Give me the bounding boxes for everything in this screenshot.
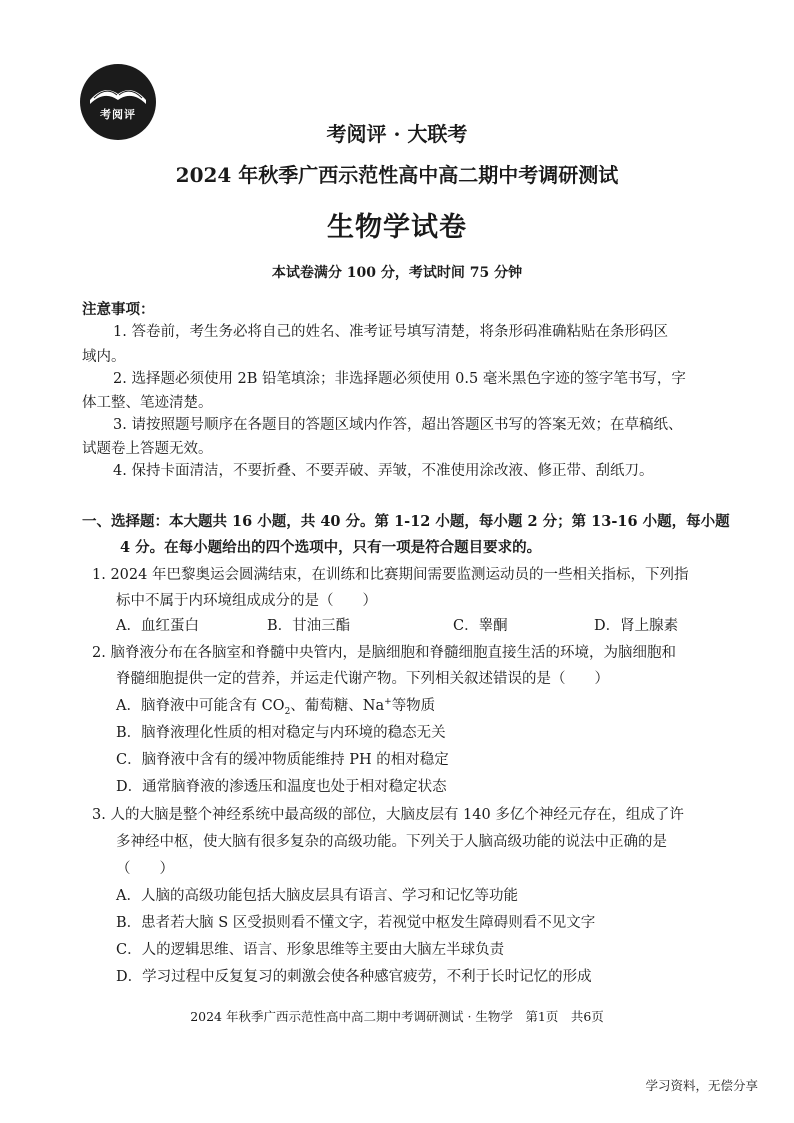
- q2-stem: 2. 脑脊液分布在各脑室和脊髓中央管内，是脑细胞和脊髓细胞直接生活的环境，为脑细胞和: [92, 645, 676, 661]
- q3-stem-cont: 多神经中枢，使大脑有很多复杂的高级功能。下列关于人脑高级功能的说法中正确的是: [116, 834, 667, 850]
- q1-option-a: A．血红蛋白: [116, 618, 199, 634]
- q1-option-d: D．肾上腺素: [594, 618, 679, 634]
- logo-text: 考阅评: [100, 108, 136, 121]
- subject-title: 生物学试卷: [327, 212, 467, 243]
- q3-option-a: A．人脑的高级功能包括大脑皮层具有语言、学习和记忆等功能: [116, 888, 518, 904]
- q2-option-a: [116, 694, 435, 717]
- notice-item-2: 2. 选择题必须使用 2B 铅笔填涂；非选择题必须使用 0.5 毫米黑色字迹的签字笔书写，字: [113, 371, 686, 387]
- q3-stem: 3. 人的大脑是整个神经系统中最高级的部位，大脑皮层有 140 多亿个神经元存在，组成了许: [92, 807, 684, 823]
- section-heading-cont: 4 分。在每小题给出的四个选项中，只有一项是符合题目要求的。: [120, 539, 542, 556]
- exam-info: 本试卷满分 100 分，考试时间 75 分钟: [271, 265, 523, 281]
- q3-option-d: D．学习过程中反复复习的刺激会使各种感官疲劳，不利于长时记忆的形成: [116, 969, 592, 985]
- q2-option-a-post: 等物质: [391, 698, 436, 714]
- q2-option-a-sub: 2: [284, 706, 291, 717]
- page-footer: 2024 年秋季广西示范性高中高二期中考调研测试 · 生物学 第1页 共6页: [190, 1009, 604, 1024]
- q2-option-d: D．通常脑脊液的渗透压和温度也处于相对稳定状态: [116, 779, 447, 795]
- brand-title: 考阅评 · 大联考: [326, 122, 468, 146]
- notice-item-3: 3. 请按照题号顺序在各题目的答题区域内作答，超出答题区书写的答案无效；在草稿纸、: [113, 417, 683, 433]
- q2-option-c: C．脑脊液中含有的缓冲物质能维持 PH 的相对稳定: [116, 752, 449, 768]
- q3-option-b: B．患者若大脑 S 区受损则看不懂文字，若视觉中枢发生障碍则看不见文字: [116, 915, 596, 931]
- watermark-text: 学习资料，无偿分享: [645, 1078, 758, 1093]
- q2-option-a-mid: 、葡萄糖、Na: [290, 698, 385, 714]
- exam-title: 2024 年秋季广西示范性高中高二期中考调研测试: [175, 163, 619, 187]
- notice-item-1-cont: 域内。: [82, 349, 126, 365]
- notice-item-4: 4. 保持卡面清洁，不要折叠、不要弄破、弄皱，不准使用涂改液、修正带、刮纸刀。: [113, 463, 654, 479]
- q2-option-a-sup: +: [384, 697, 392, 708]
- q2-option-b: B．脑脊液理化性质的相对稳定与内环境的稳态无关: [116, 725, 446, 741]
- notice-heading: 注意事项：: [82, 301, 155, 318]
- q2-stem-cont: 脊髓细胞提供一定的营养，并运走代谢产物。下列相关叙述错误的是（ ）: [116, 671, 609, 687]
- section-heading: 一、选择题：本大题共 16 小题，共 40 分。第 1-12 小题，每小题 2 分；第 13-16 小题，每小题: [82, 513, 730, 530]
- notice-item-2-cont: 体工整、笔迹清楚。: [82, 395, 213, 411]
- q1-option-c: C．睾酮: [453, 618, 508, 634]
- q3-option-c: C．人的逻辑思维、语言、形象思维等主要由大脑左半球负责: [116, 942, 505, 958]
- notice-item-1: 1. 答卷前，考生务必将自己的姓名、准考证号填写清楚，将条形码准确粘贴在条形码区: [113, 324, 668, 340]
- q2-option-a-pre: A．脑脊液中可能含有 CO: [116, 698, 285, 714]
- q1-option-b: B．甘油三酯: [267, 618, 351, 634]
- q1-stem-cont: 标中不属于内环境组成成分的是（ ）: [116, 593, 377, 609]
- notice-item-3-cont: 试题卷上答题无效。: [82, 441, 213, 457]
- q3-stem-cont-2: （ ）: [116, 861, 174, 877]
- q1-stem: 1. 2024 年巴黎奥运会圆满结束，在训练和比赛期间需要监测运动员的一些相关指标，下列指: [92, 567, 689, 583]
